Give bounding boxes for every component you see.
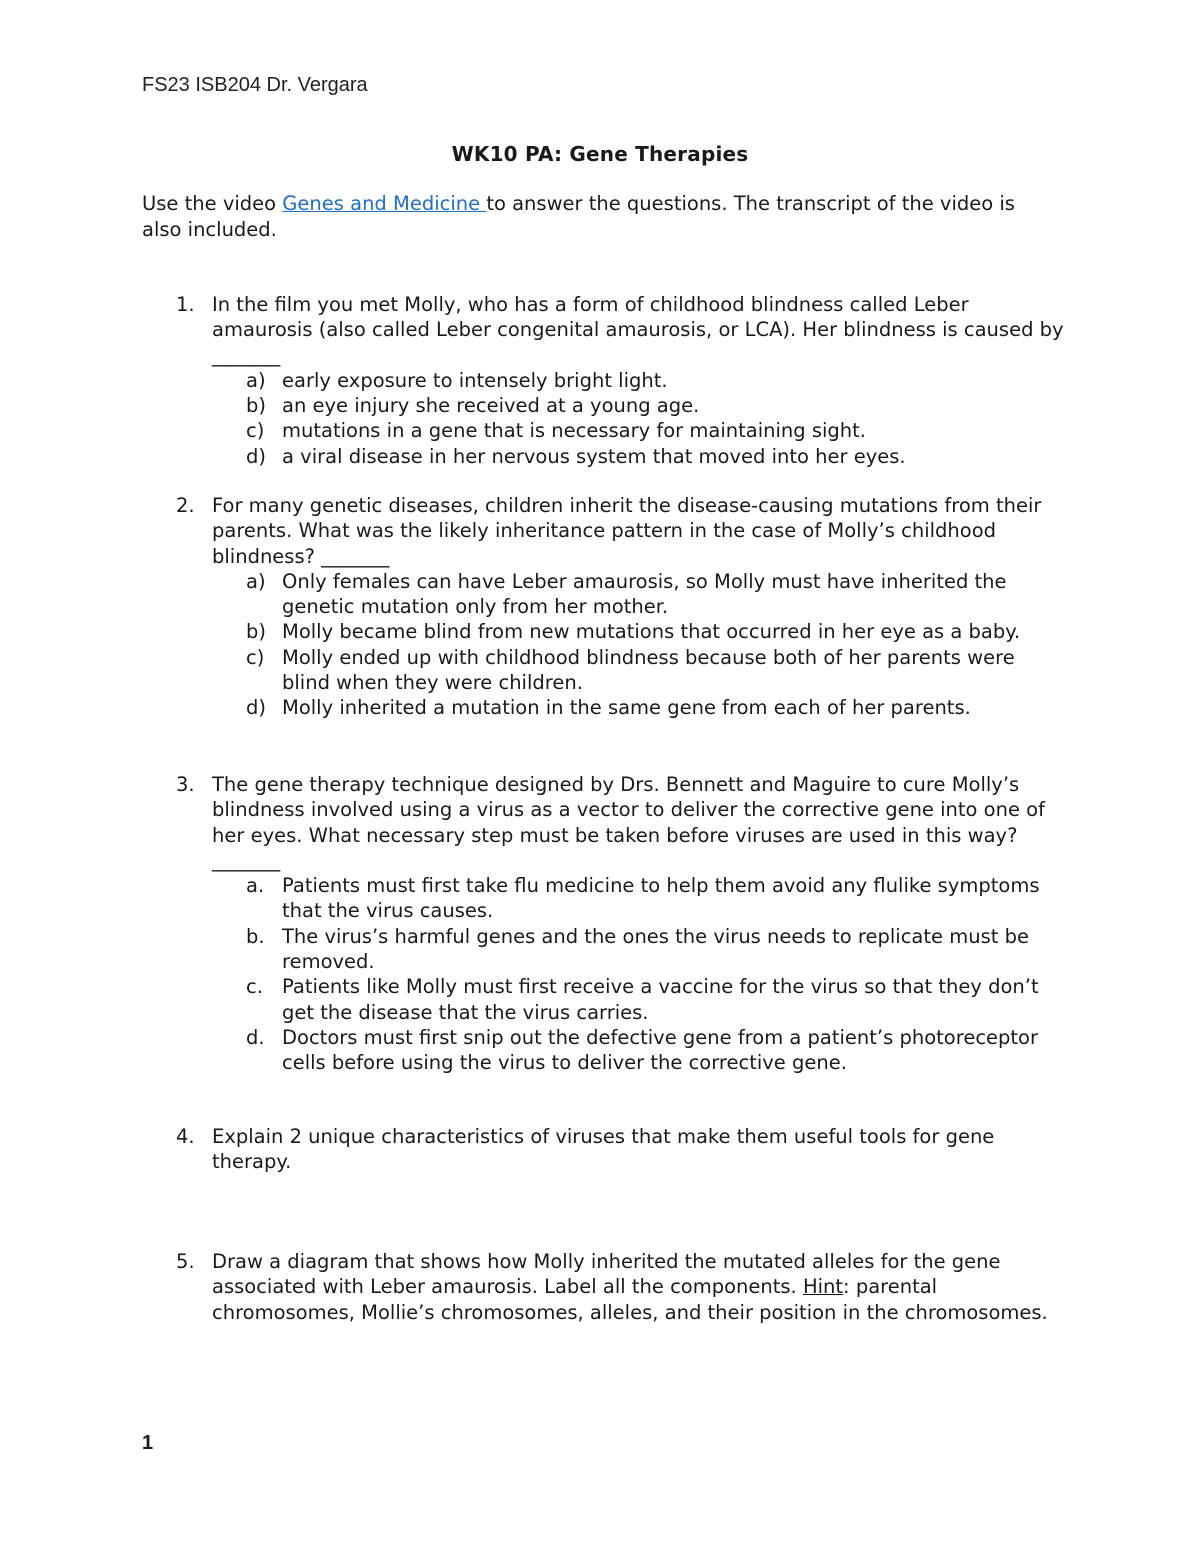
option-letter: b) <box>246 620 266 644</box>
question-stem-text: : parental chromosomes, Mollie’s chromosomes, alleles, and their position in the chromosomes. <box>212 1275 1048 1324</box>
question-5 <box>176 1249 1076 1325</box>
answer-option <box>246 569 1062 620</box>
option-letter: d) <box>246 696 266 720</box>
option-letter: c) <box>246 419 265 443</box>
option-text: Patients like Molly must first receive a vaccine for the virus so that they don’t get the disease that the virus carries. <box>282 975 1039 1024</box>
option-letter: a. <box>246 874 265 898</box>
page-number: 1 <box>142 1432 154 1454</box>
answer-option <box>246 1025 1062 1076</box>
option-text: an eye injury she received at a young age. <box>282 394 700 418</box>
option-letter: b) <box>246 394 266 418</box>
option-letter: b. <box>246 924 265 948</box>
question-3 <box>176 772 1076 1076</box>
option-text: a viral disease in her nervous system that moved into her eyes. <box>282 444 906 468</box>
intro-text-after: to answer the questions. The transcript of the video is also included. <box>142 192 1015 241</box>
answer-option <box>246 393 1062 418</box>
question-number: 4. <box>176 1125 195 1148</box>
option-letter: c. <box>246 975 263 999</box>
option-text: Molly became blind from new mutations that occurred in her eye as a baby. <box>282 620 1021 644</box>
answer-option <box>246 873 1062 924</box>
question-stem-text: Draw a diagram that shows how Molly inherited the mutated alleles for the gene associated with Leber amaurosis. Label all the components. <box>212 1250 1001 1299</box>
answer-option <box>246 645 1062 696</box>
option-text: Doctors must first snip out the defective gene from a patient’s photoreceptor cells before using the virus to deliver the corrective gene. <box>282 1025 1039 1075</box>
option-text: Molly ended up with childhood blindness because both of her parents were blind when they were children. <box>282 645 1015 695</box>
option-text: early exposure to intensely bright light. <box>282 368 668 392</box>
option-text: The virus’s harmful genes and the ones the virus needs to replicate must be removed. <box>282 924 1029 974</box>
question-number: 1. <box>176 293 195 316</box>
intro-paragraph <box>142 191 1042 243</box>
question-number: 2. <box>176 494 195 517</box>
option-letter: c) <box>246 645 265 669</box>
question-number: 5. <box>176 1250 195 1273</box>
page-title: WK10 PA: Gene Therapies <box>451 142 749 166</box>
option-text: mutations in a gene that is necessary for maintaining sight. <box>282 419 867 443</box>
document-header: FS23 ISB204 Dr. Vergara <box>142 74 368 96</box>
question-stem: The gene therapy technique designed by Drs. Bennett and Maguire to cure Molly’s blindness involved using a virus as a vector to deliver the corrective gene into one of her eyes. What necessary step must be taken before viruses are used in this way? _______ <box>212 773 1045 872</box>
question-1 <box>176 292 1076 469</box>
answer-option <box>246 368 1062 393</box>
option-text: Only females can have Leber amaurosis, so Molly must have inherited the genetic mutation only from her mother. <box>282 569 1007 619</box>
hint-label: Hint <box>802 1275 844 1299</box>
question-stem <box>212 1249 1072 1325</box>
option-letter: a) <box>246 569 266 593</box>
answer-option <box>246 418 1062 443</box>
answer-option <box>246 619 1062 644</box>
answer-option <box>246 974 1062 1025</box>
option-letter: d. <box>246 1025 265 1049</box>
question-stem: Explain 2 unique characteristics of viruses that make them useful tools for gene therapy. <box>212 1125 995 1174</box>
answer-option <box>246 924 1062 975</box>
question-2 <box>176 493 1076 721</box>
answer-option <box>246 695 1062 720</box>
video-link[interactable]: Genes and Medicine <box>282 192 487 215</box>
option-text: Patients must first take flu medicine to help them avoid any flulike symptoms that the virus causes. <box>282 874 1040 923</box>
intro-text-before: Use the video <box>142 192 283 215</box>
question-stem: For many genetic diseases, children inherit the disease-causing mutations from their parents. What was the likely inheritance pattern in the case of Molly’s childhood blindness? _______ <box>212 494 1042 568</box>
answer-option <box>246 444 1062 469</box>
question-stem: In the film you met Molly, who has a form of childhood blindness called Leber amaurosis (also called Leber congenital amaurosis, or LCA). Her blindness is caused by _______ <box>212 293 1064 367</box>
option-letter: a) <box>246 368 266 392</box>
option-text: Molly inherited a mutation in the same gene from each of her parents. <box>282 696 971 720</box>
question-number: 3. <box>176 773 195 796</box>
option-letter: d) <box>246 444 266 468</box>
question-4 <box>176 1124 1076 1175</box>
